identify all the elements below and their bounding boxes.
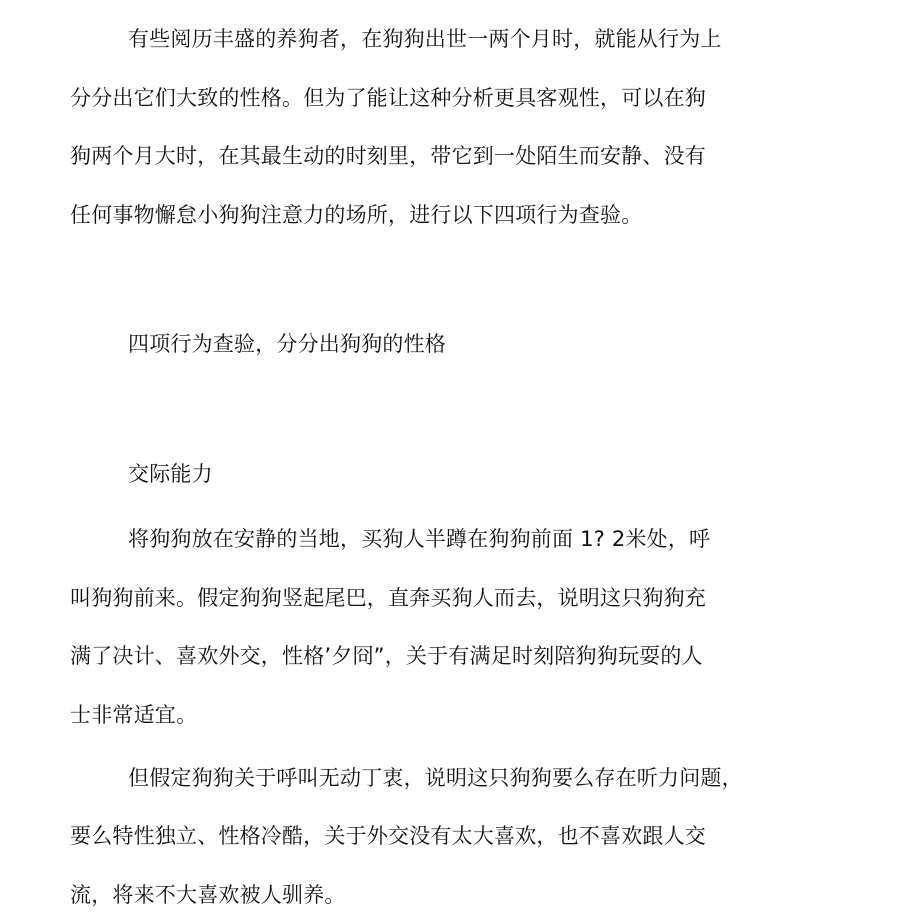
negative-line-3: 流，将来不大喜欢被人驯养。 xyxy=(70,883,346,907)
social-test-line-4: 士非常适宜。 xyxy=(70,703,198,727)
social-test-line-3: 满了决计、喜欢外交，性格’夕冏”，关于有满足时刻陪狗狗玩耍的人 xyxy=(70,644,703,668)
intro-line-3: 狗两个月大时，在其最生动的时刻里，带它到一处陌生而安静、没有 xyxy=(70,144,706,168)
social-test-line-1: 将狗狗放在安静的当地，买狗人半蹲在狗狗前面 1? 2米处，呼 xyxy=(128,527,711,551)
intro-line-1: 有些阅历丰盛的养狗者，在狗狗出世一两个月时，就能从行为上 xyxy=(128,27,722,51)
negative-line-1: 但假定狗狗关于呼叫无动丁衷，说明这只狗狗要么存在听力问题， xyxy=(128,766,743,790)
intro-line-4: 任何事物懈怠小狗狗注意力的场所，进行以下四项行为查验。 xyxy=(70,203,643,227)
subheading-social-ability: 交际能力 xyxy=(128,462,213,486)
section-heading: 四项行为查验，分分出狗狗的性格 xyxy=(128,332,446,356)
social-test-line-2: 叫狗狗前来。假定狗狗竖起尾巴，直奔买狗人而去，说明这只狗狗充 xyxy=(70,586,706,610)
intro-line-2: 分分出它们大致的性格。但为了能让这种分析更具客观性，可以在狗 xyxy=(70,86,706,110)
negative-line-2: 要么特性独立、性格冷酷，关于外交没有太大喜欢，也不喜欢跟人交 xyxy=(70,824,706,848)
